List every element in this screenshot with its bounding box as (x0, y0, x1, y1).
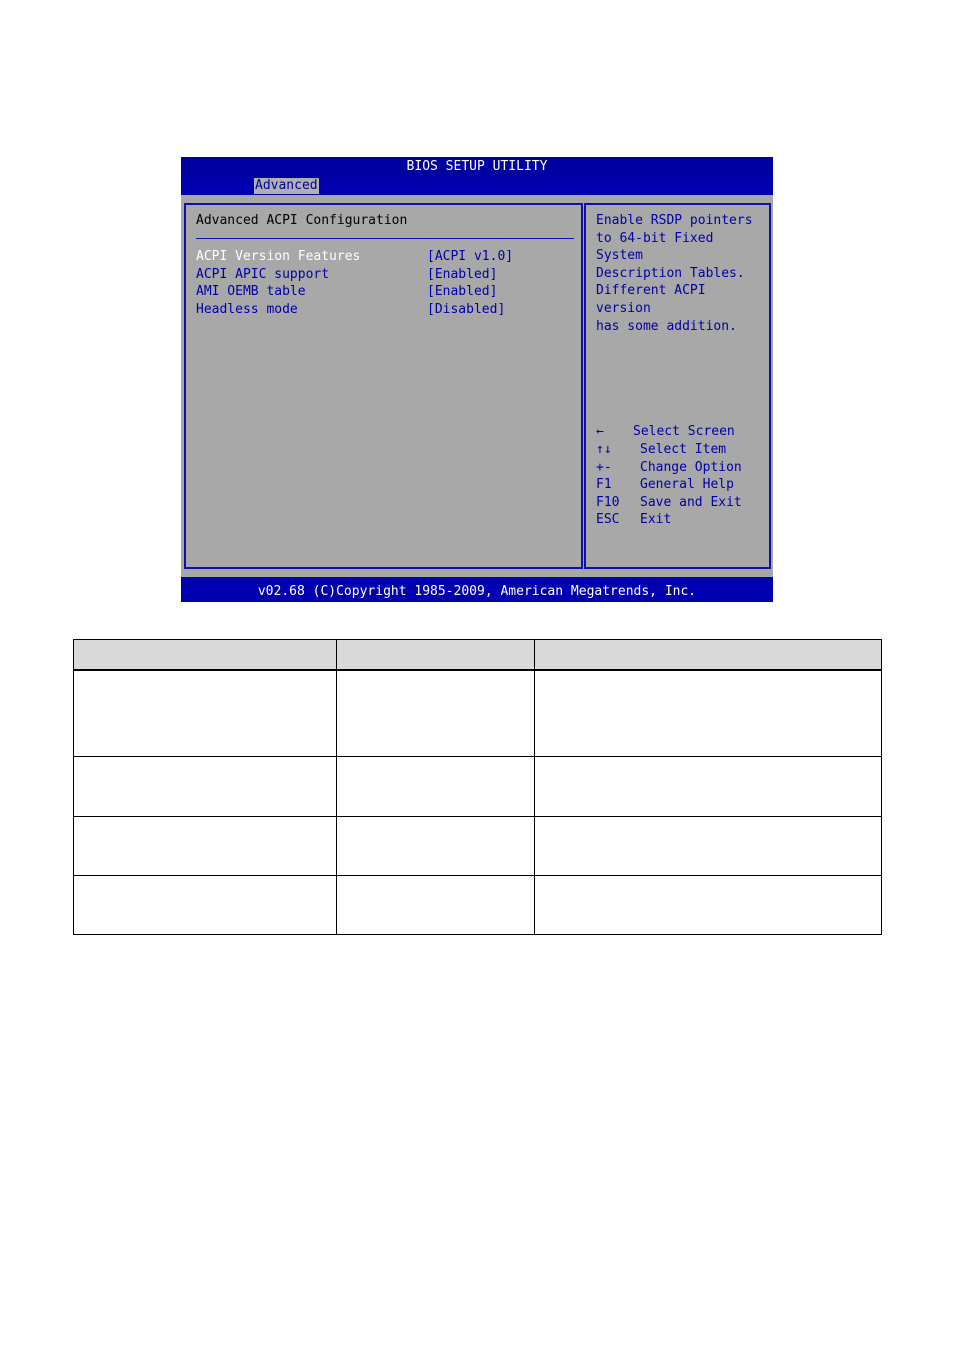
bios-screen (181, 157, 773, 602)
table-cell (535, 670, 882, 756)
key-hint-exit (596, 511, 766, 529)
table-cell (535, 875, 882, 934)
setting-acpi-apic-support[interactable] (196, 266, 576, 284)
setting-headless-mode[interactable] (196, 301, 576, 319)
section-title: Advanced ACPI Configuration (196, 213, 408, 228)
setting-label: Headless mode (196, 302, 298, 317)
key-up-down-arrow-icon: ↑↓ (596, 442, 612, 457)
bios-body (181, 195, 773, 577)
help-text: Enable RSDP pointers to 64-bit Fixed System Description Tables. Different ACPI version has some addition. (596, 213, 753, 334)
table-cell (535, 816, 882, 875)
setting-value[interactable]: [ACPI v1.0] (427, 249, 514, 264)
key-esc: ESC (596, 512, 620, 527)
key-description: Select Item (640, 442, 727, 457)
table-header-row (74, 640, 882, 671)
settings-panel (184, 203, 583, 569)
table-header-cell (74, 640, 337, 671)
table-cell (337, 816, 535, 875)
setting-label: ACPI Version Features (196, 249, 361, 264)
key-hint-change-option (596, 459, 766, 477)
table-header-cell (337, 640, 535, 671)
bios-title: BIOS SETUP UTILITY (181, 157, 773, 177)
setting-ami-oemb-table[interactable] (196, 283, 576, 301)
key-f1: F1 (596, 477, 612, 492)
key-description: Change Option (640, 460, 742, 475)
table-cell (337, 670, 535, 756)
key-left-arrow-icon: ← (596, 424, 604, 439)
bios-tab-bar (181, 177, 773, 195)
setting-label: AMI OEMB table (196, 284, 306, 299)
table-cell (74, 875, 337, 934)
help-panel (584, 203, 771, 569)
bios-copyright-footer: v02.68 (C)Copyright 1985-2009, American Megatrends, Inc. (181, 581, 773, 602)
section-divider (196, 238, 574, 239)
setting-acpi-version-features[interactable] (196, 248, 576, 266)
setting-value[interactable]: [Enabled] (427, 284, 498, 299)
table-row (74, 816, 882, 875)
key-f10: F10 (596, 495, 620, 510)
table-cell (337, 875, 535, 934)
table-row (74, 875, 882, 934)
settings-table (73, 639, 882, 935)
table-cell (74, 670, 337, 756)
key-hint-save-exit (596, 494, 766, 512)
table-header-cell (535, 640, 882, 671)
tab-advanced[interactable]: Advanced (255, 178, 318, 193)
key-hint-general-help (596, 476, 766, 494)
key-description: General Help (640, 477, 734, 492)
setting-label: ACPI APIC support (196, 267, 330, 282)
table-cell (74, 816, 337, 875)
table-row (74, 756, 882, 816)
table-cell (337, 756, 535, 816)
table-cell (535, 756, 882, 816)
key-description: Select Screen (633, 424, 735, 439)
setting-value[interactable]: [Disabled] (427, 302, 506, 317)
key-plus-minus: +- (596, 460, 612, 475)
key-description: Save and Exit (640, 495, 742, 510)
setting-value[interactable]: [Enabled] (427, 267, 498, 282)
table-row (74, 670, 882, 756)
key-hint-select-item (596, 441, 766, 459)
table-cell (74, 756, 337, 816)
key-hint-select-screen (596, 423, 766, 441)
key-description: Exit (640, 512, 672, 527)
